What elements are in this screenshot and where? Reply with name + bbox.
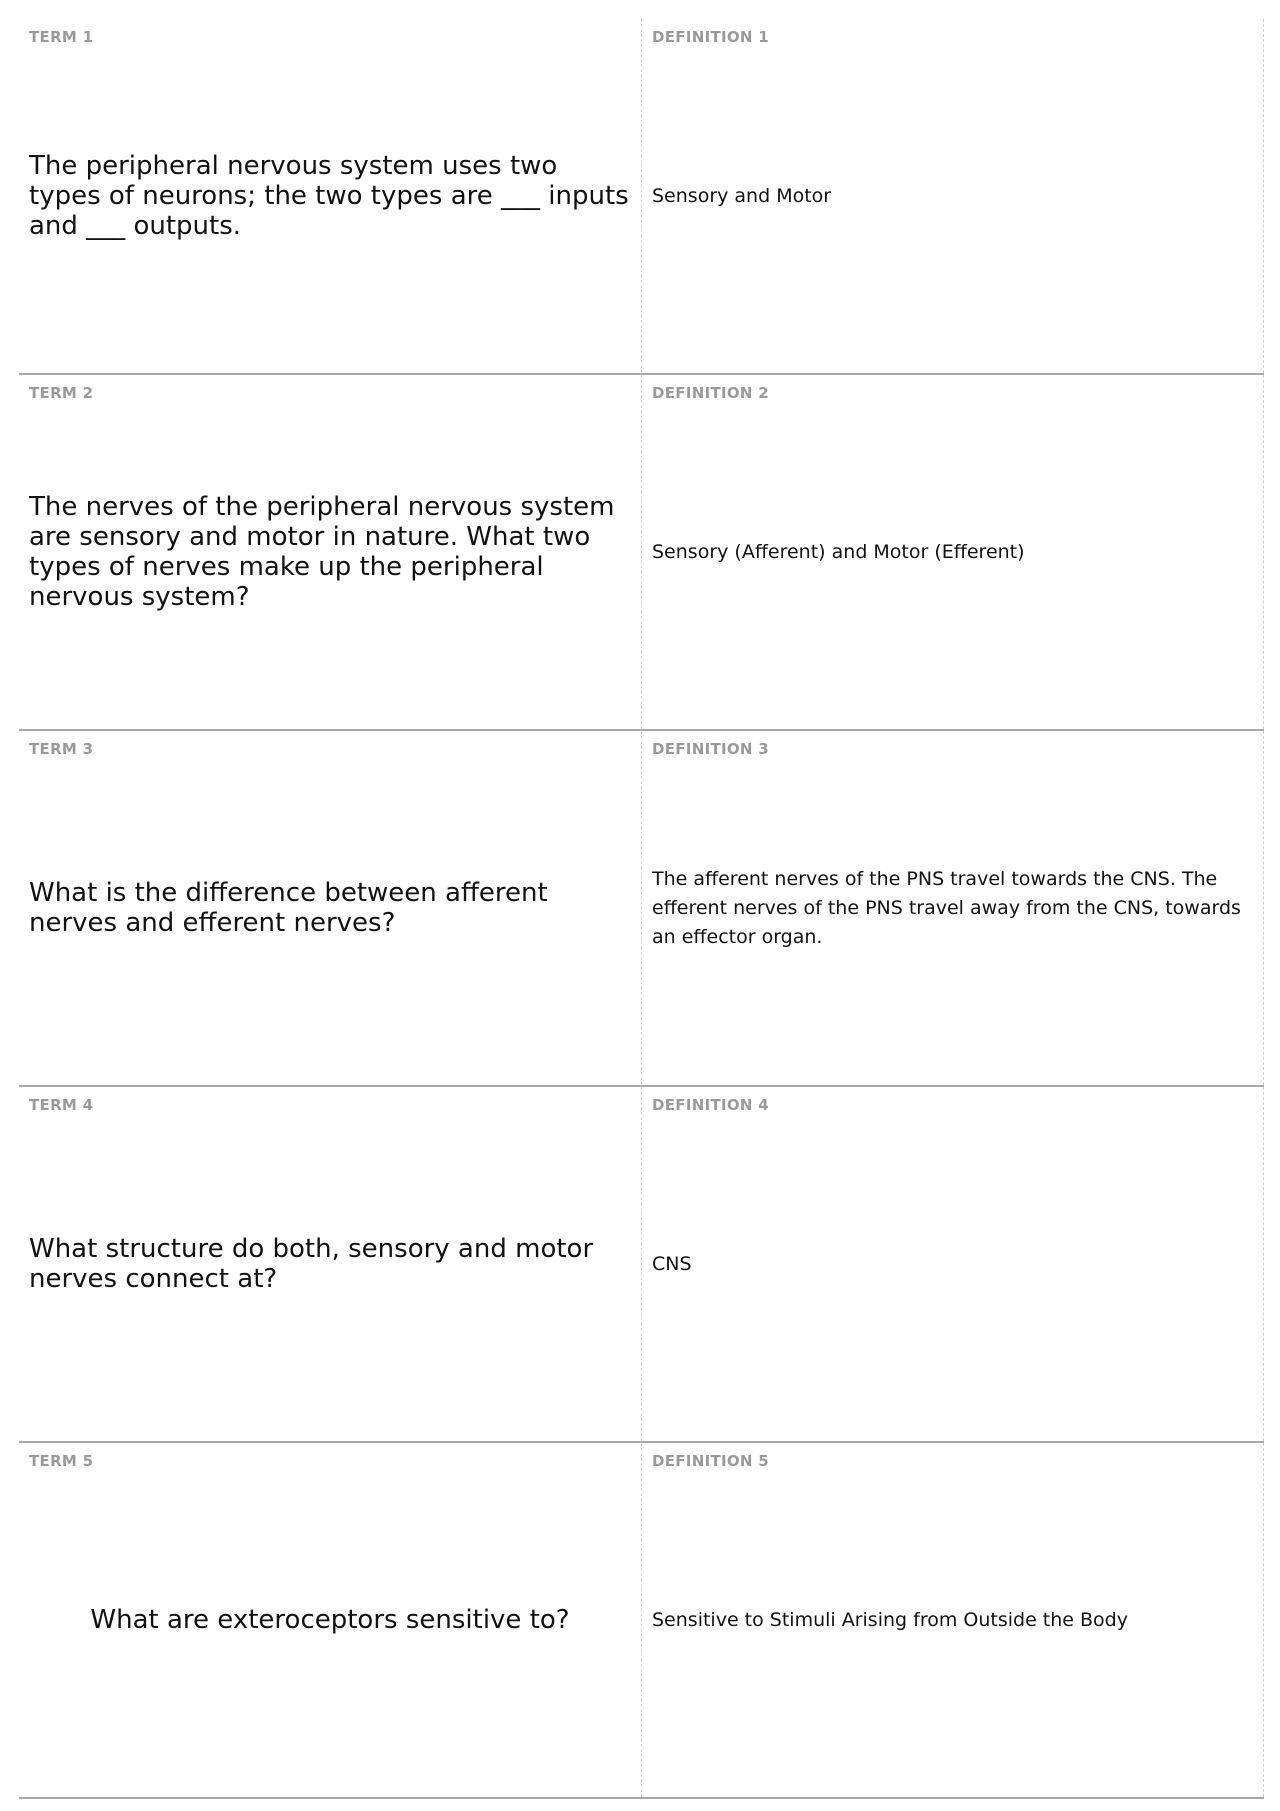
definition-cell-1: [642, 19, 1264, 373]
flashcard-sheet: [19, 19, 1264, 1799]
term-text: The peripheral nervous system uses two types of neurons; the two types are ___ inputs and ___ outputs.: [29, 151, 629, 241]
term-label: TERM 5: [29, 1452, 94, 1470]
card-row-4: [19, 1087, 1264, 1443]
definition-cell-4: [642, 1087, 1264, 1441]
definition-label: DEFINITION 3: [652, 740, 770, 758]
definition-label: DEFINITION 4: [652, 1096, 770, 1114]
term-cell-5: [19, 1443, 642, 1797]
definition-cell-5: [642, 1443, 1264, 1797]
term-label: TERM 1: [29, 28, 94, 46]
term-text: The nerves of the peripheral nervous system are sensory and motor in nature. What two types of nerves make up the peripheral nervous system?: [29, 492, 615, 612]
definition-text: Sensory and Motor: [652, 184, 832, 207]
definition-text: Sensory (Afferent) and Motor (Efferent): [652, 540, 1025, 563]
definition-label: DEFINITION 5: [652, 1452, 770, 1470]
card-row-1: [19, 19, 1264, 375]
definition-text: The afferent nerves of the PNS travel towards the CNS. The efferent nerves of the PNS travel away from the CNS, towards an effector organ.: [652, 867, 1241, 948]
term-cell-1: [19, 19, 642, 373]
card-row-5: [19, 1443, 1264, 1799]
definition-text: CNS: [652, 1252, 692, 1275]
term-text: What is the difference between afferent nerves and efferent nerves?: [29, 878, 548, 938]
definition-label: DEFINITION 2: [652, 384, 770, 402]
term-label: TERM 3: [29, 740, 94, 758]
term-label: TERM 4: [29, 1096, 94, 1114]
card-row-2: [19, 375, 1264, 731]
term-text: What are exteroceptors sensitive to?: [90, 1605, 570, 1635]
definition-cell-2: [642, 375, 1264, 729]
term-cell-4: [19, 1087, 642, 1441]
definition-text: Sensitive to Stimuli Arising from Outside the Body: [652, 1608, 1128, 1631]
definition-label: DEFINITION 1: [652, 28, 770, 46]
term-cell-3: [19, 731, 642, 1085]
term-cell-2: [19, 375, 642, 729]
term-label: TERM 2: [29, 384, 94, 402]
term-text: What structure do both, sensory and motor nerves connect at?: [29, 1234, 594, 1294]
card-row-3: [19, 731, 1264, 1087]
definition-cell-3: [642, 731, 1264, 1085]
